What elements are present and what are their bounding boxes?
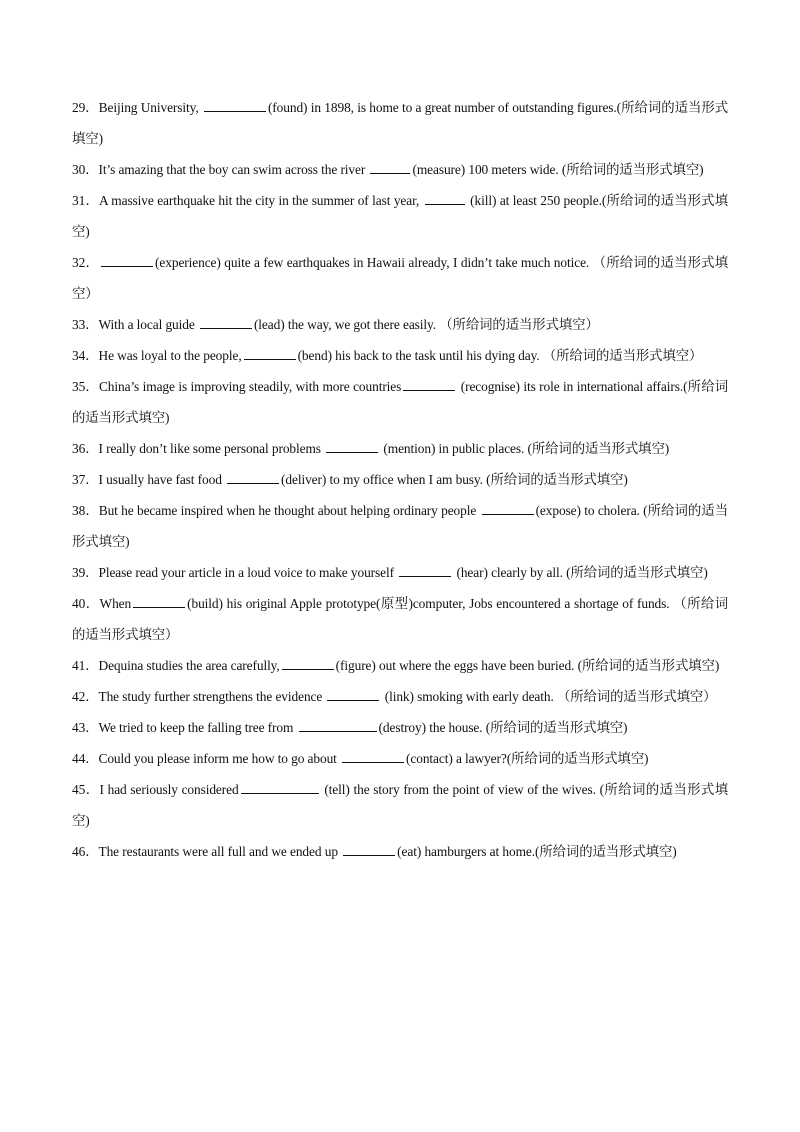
answer-blank[interactable] bbox=[244, 345, 296, 360]
question-text-after: (build) his original Apple prototype(原型)computer, Jobs encountered a shortage of funds. （所给词的适当形式填空） bbox=[72, 596, 728, 642]
question-text-before: Dequina studies the area carefully, bbox=[98, 658, 280, 673]
question-text-after: (deliver) to my office when I am busy. (所给词的适当形式填空) bbox=[281, 472, 628, 487]
question-text-before: I really don’t like some personal problems bbox=[98, 441, 325, 456]
question-text-after: (found) in 1898, is home to a great number of outstanding figures.(所给词的适当形式填空) bbox=[72, 100, 728, 146]
question-number: 35 ． bbox=[72, 379, 99, 394]
answer-blank[interactable] bbox=[425, 190, 465, 205]
exercise-page bbox=[72, 92, 728, 867]
question-46 bbox=[72, 836, 728, 867]
answer-blank[interactable] bbox=[343, 841, 395, 856]
question-40 bbox=[72, 588, 728, 650]
question-text-before: It’s amazing that the boy can swim across the river bbox=[98, 162, 369, 177]
question-number: 46 ． bbox=[72, 844, 99, 859]
question-text-before: We tried to keep the falling tree from bbox=[98, 720, 297, 735]
question-text-before: With a local guide bbox=[98, 317, 198, 332]
answer-blank[interactable] bbox=[204, 97, 266, 112]
question-29 bbox=[72, 92, 728, 154]
question-number: 39 ． bbox=[72, 565, 99, 580]
answer-blank[interactable] bbox=[399, 562, 451, 577]
question-text-after: (kill) at least 250 people.(所给词的适当形式填空) bbox=[72, 193, 728, 239]
question-text-before: Beijing University, bbox=[98, 100, 202, 115]
question-text-after: (destroy) the house. (所给词的适当形式填空) bbox=[378, 720, 628, 735]
question-text-before: But he became inspired when he thought about helping ordinary people bbox=[98, 503, 480, 518]
question-32 bbox=[72, 247, 728, 309]
question-35 bbox=[72, 371, 728, 433]
answer-blank[interactable] bbox=[326, 438, 378, 453]
question-30 bbox=[72, 154, 728, 185]
answer-blank[interactable] bbox=[241, 779, 319, 794]
answer-blank[interactable] bbox=[227, 469, 279, 484]
question-45 bbox=[72, 774, 728, 836]
answer-blank[interactable] bbox=[200, 314, 252, 329]
question-text-after: (link) smoking with early death. （所给词的适当形式填空） bbox=[381, 689, 717, 704]
question-text-after: (tell) the story from the point of view of the wives. (所给词的适当形式填空) bbox=[72, 782, 729, 828]
question-31 bbox=[72, 185, 728, 247]
question-text-before: I had seriously considered bbox=[99, 782, 239, 797]
question-number: 42 ． bbox=[72, 689, 99, 704]
question-number: 38 ． bbox=[72, 503, 99, 518]
question-43 bbox=[72, 712, 728, 743]
answer-blank[interactable] bbox=[342, 748, 404, 763]
question-42 bbox=[72, 681, 728, 712]
question-text-before: When bbox=[99, 596, 132, 611]
question-number: 31 ． bbox=[72, 193, 99, 208]
question-text-after: (recognise) its role in international affairs.(所给词的适当形式填空) bbox=[72, 379, 728, 425]
question-36 bbox=[72, 433, 728, 464]
question-text-before: China’s image is improving steadily, with more countries bbox=[98, 379, 402, 394]
question-text-before: He was loyal to the people, bbox=[98, 348, 242, 363]
question-number: 40 ． bbox=[72, 596, 100, 611]
answer-blank[interactable] bbox=[403, 376, 455, 391]
answer-blank[interactable] bbox=[282, 655, 334, 670]
question-text-before: The restaurants were all full and we ended up bbox=[98, 844, 342, 859]
question-text-after: (experience) quite a few earthquakes in Hawaii already, I didn’t take much notice. （所给词的适当形式填空） bbox=[72, 255, 729, 301]
question-text-before: Could you please inform me how to go about bbox=[98, 751, 341, 766]
question-number: 36 ． bbox=[72, 441, 99, 456]
question-text-before: I usually have fast food bbox=[98, 472, 226, 487]
answer-blank[interactable] bbox=[370, 159, 410, 174]
answer-blank[interactable] bbox=[133, 593, 185, 608]
question-text-after: (measure) 100 meters wide. (所给词的适当形式填空) bbox=[412, 162, 704, 177]
answer-blank[interactable] bbox=[101, 252, 153, 267]
question-number: 32 ． bbox=[72, 255, 99, 270]
question-text-before: A massive earthquake hit the city in the summer of last year, bbox=[98, 193, 423, 208]
question-number: 34 ． bbox=[72, 348, 99, 363]
question-38 bbox=[72, 495, 728, 557]
question-37 bbox=[72, 464, 728, 495]
question-41 bbox=[72, 650, 728, 681]
question-number: 30 ． bbox=[72, 162, 99, 177]
question-text-after: (bend) his back to the task until his dying day. （所给词的适当形式填空） bbox=[297, 348, 703, 363]
question-text-after: (lead) the way, we got there easily. （所给词的适当形式填空） bbox=[253, 317, 599, 332]
question-number: 29 ． bbox=[72, 100, 99, 115]
question-text-after: (expose) to cholera. (所给词的适当形式填空) bbox=[72, 503, 729, 549]
question-text-after: (mention) in public places. (所给词的适当形式填空) bbox=[380, 441, 670, 456]
answer-blank[interactable] bbox=[482, 500, 534, 515]
question-33 bbox=[72, 309, 728, 340]
question-text-before: Please read your article in a loud voice to make yourself bbox=[98, 565, 398, 580]
question-text-after: (contact) a lawyer?(所给词的适当形式填空) bbox=[406, 751, 649, 766]
answer-blank[interactable] bbox=[327, 686, 379, 701]
question-number: 45 ． bbox=[72, 782, 100, 797]
question-34 bbox=[72, 340, 728, 371]
question-number: 41 ． bbox=[72, 658, 99, 673]
question-text-after: (figure) out where the eggs have been buried. (所给词的适当形式填空) bbox=[335, 658, 720, 673]
question-number: 37 ． bbox=[72, 472, 99, 487]
answer-blank[interactable] bbox=[299, 717, 377, 732]
question-39 bbox=[72, 557, 728, 588]
question-number: 44 ． bbox=[72, 751, 99, 766]
question-text-before: The study further strengthens the evidence bbox=[98, 689, 326, 704]
question-text-after: (eat) hamburgers at home.(所给词的适当形式填空) bbox=[397, 844, 677, 859]
question-number: 43 ． bbox=[72, 720, 99, 735]
question-number: 33 ． bbox=[72, 317, 99, 332]
question-text-after: (hear) clearly by all. (所给词的适当形式填空) bbox=[453, 565, 708, 580]
question-44 bbox=[72, 743, 728, 774]
